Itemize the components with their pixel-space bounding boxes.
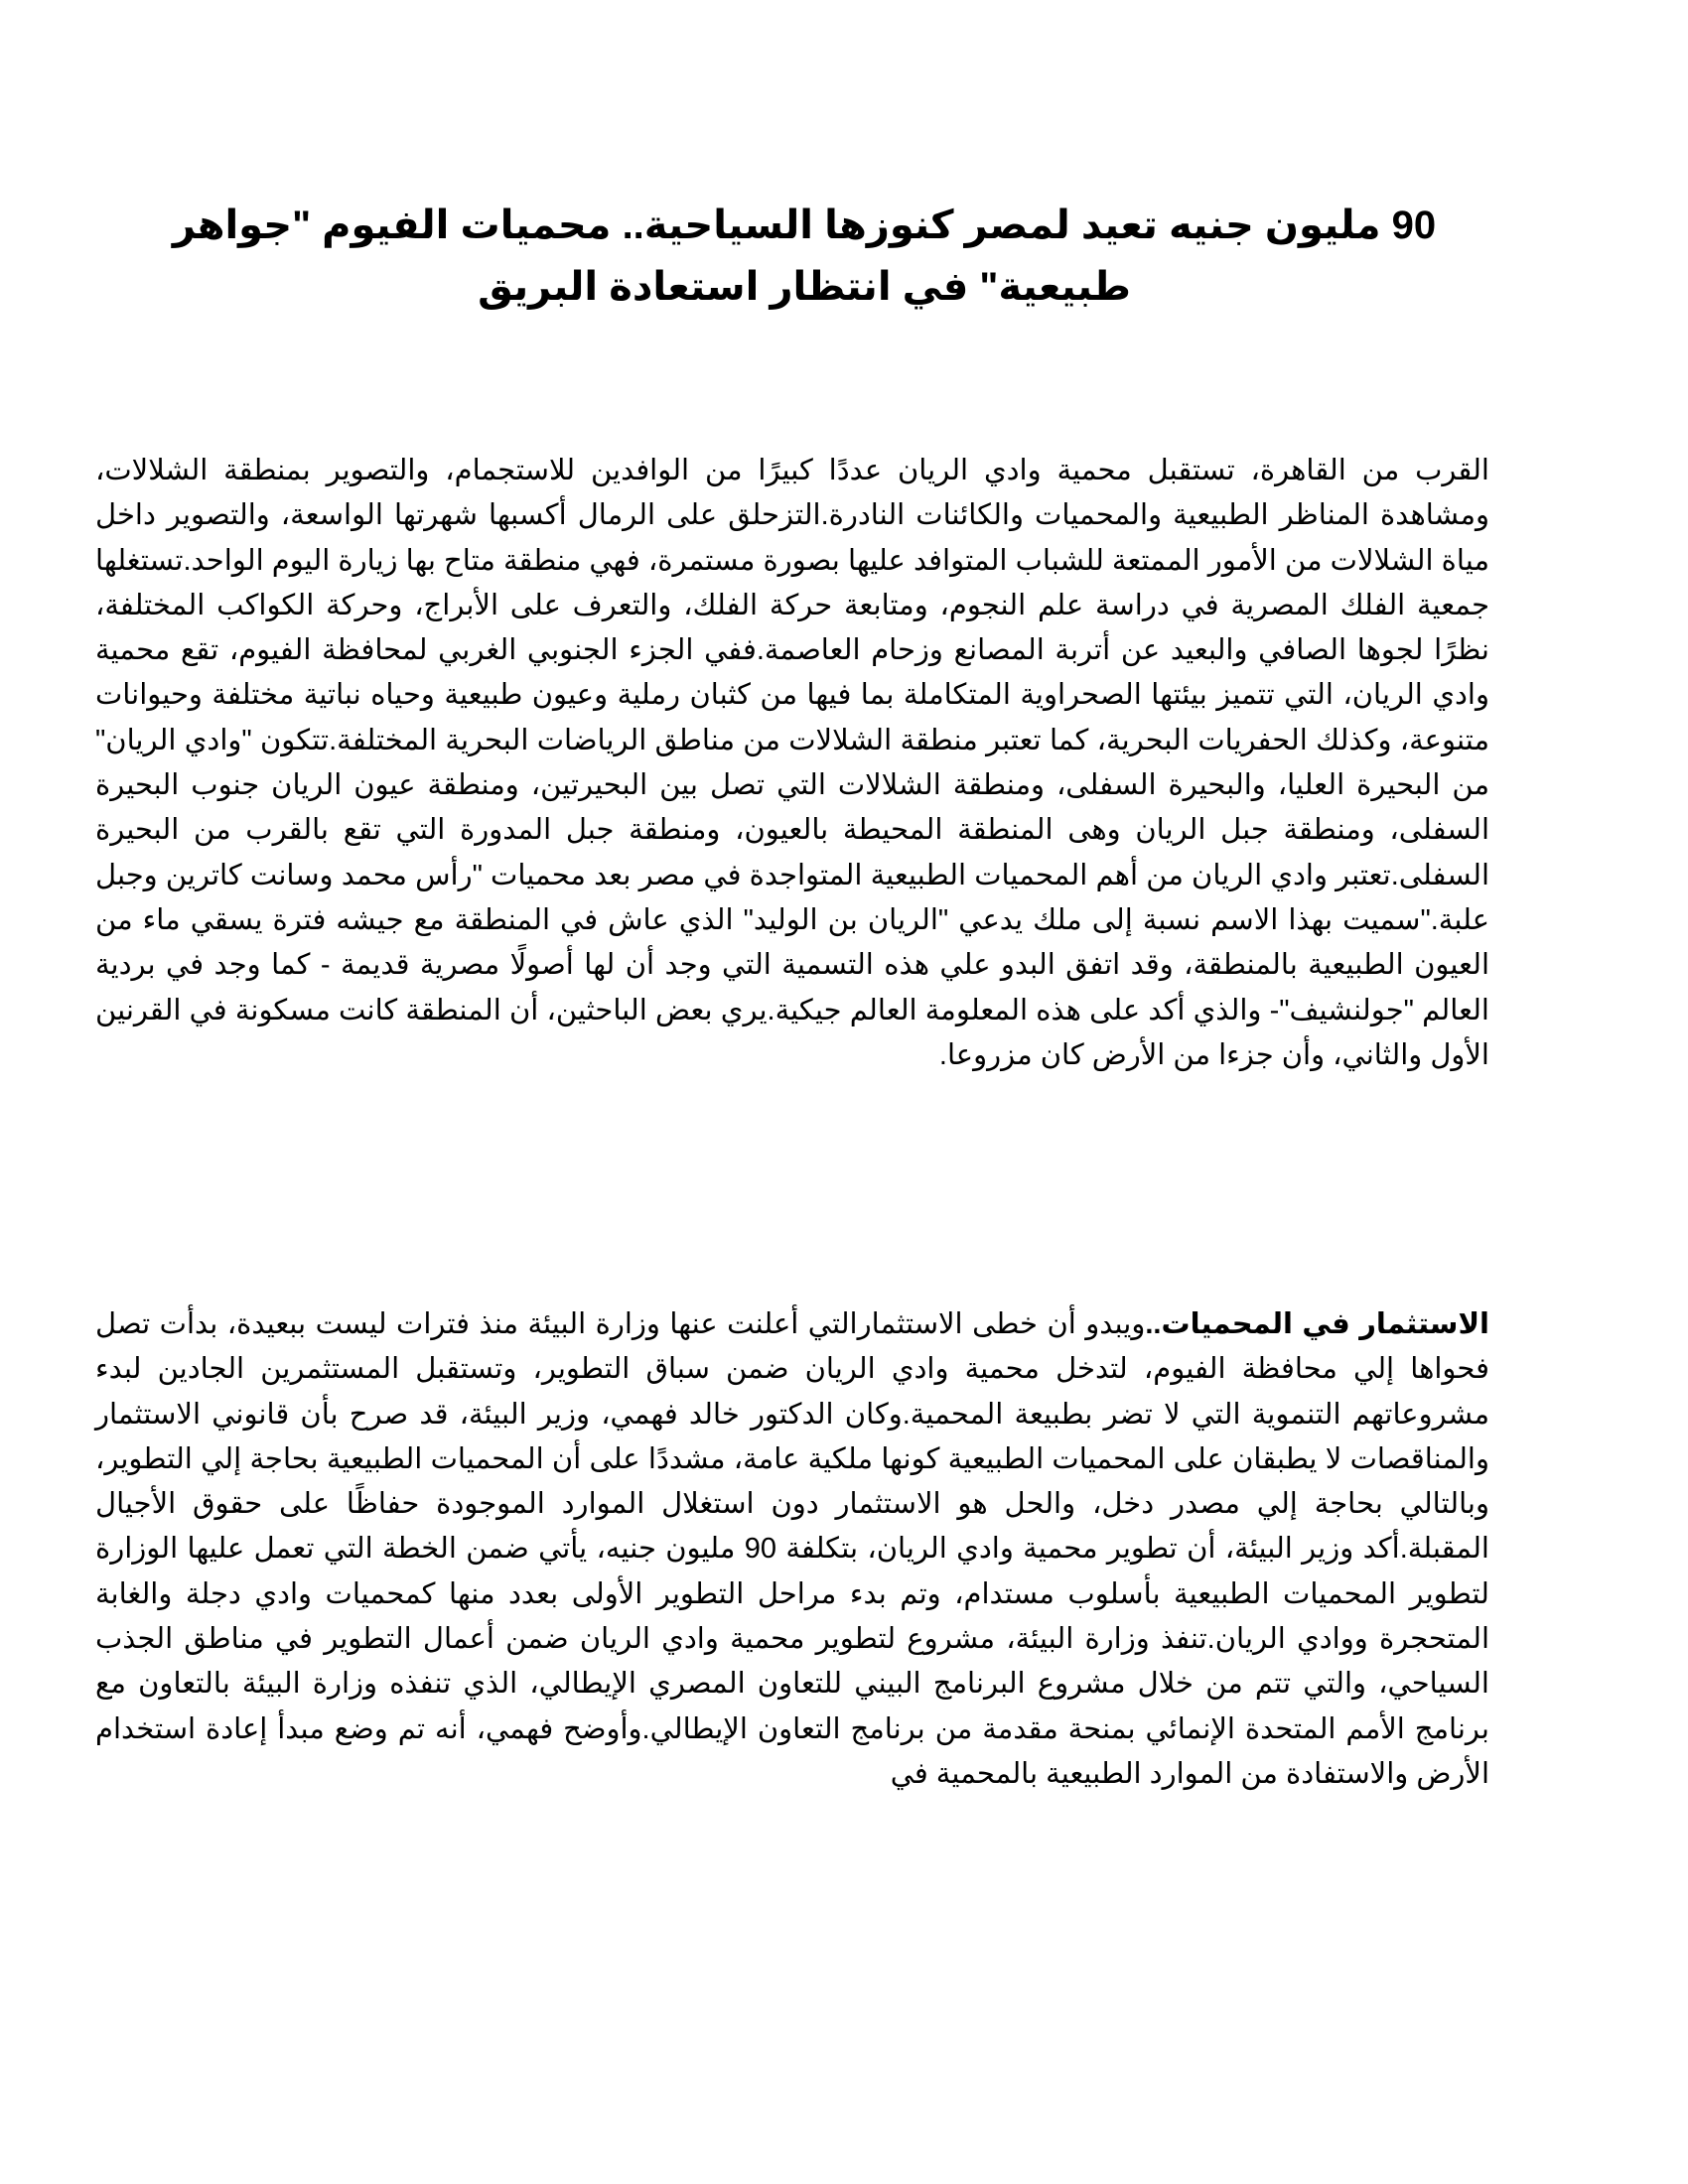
paragraph-text: ويبدو أن خطى الاستثمارالتي أعلنت عنها وزارة البيئة منذ فترات ليست ببعيدة، بدأت تصل فحواها إلي محافظة الفيوم، لتدخل محمية وادي الريان ضمن سباق التطوير، وتستقبل المستثمرين الجادين لبدء مشروعاتهم التنموية التي لا تضر بطبيعة المحمية.وكان الدكتور خالد فهمي، وزير البيئة، قد صرح بأن قانوني الاستثمار والمناقصات لا يطبقان على المحميات الطبيعية كونها ملكية عامة، مشددًا على أن المحميات الطبيعية بحاجة إلي التطوير، وبالتالي بحاجة إلي مصدر دخل، والحل هو الاستثمار دون استغلال الموارد الموجودة حفاظًا على حقوق الأجيال المقبلة.أكد وزير البيئة، أن تطوير محمية وادي الريان، بتكلفة 90 مليون جنيه، يأتي ضمن الخطة التي تعمل عليها الوزارة لتطوير المحميات الطبيعية بأسلوب مستدام، وتم بدء مراحل التطوير الأولى بعدد منها كمحميات وادي دجلة والغابة المتحجرة ووادي الريان.تنفذ وزارة البيئة، مشروع لتطوير محمية وادي الريان ضمن أعمال التطوير في مناطق الجذب السياحي، والتي تتم من خلال مشروع البرنامج البيني للتعاون المصري الإيطالي، الذي تنفذه وزارة البيئة بالتعاون مع برنامج الأمم المتحدة الإنمائي بمنحة مقدمة من برنامج التعاون الإيطالي.وأوضح فهمي، أنه تم وضع مبدأ إعادة استخدام الأرض والاستفادة من الموارد الطبيعية بالمحمية في bbox=[95, 1308, 1489, 1790]
paragraph-text: القرب من القاهرة، تستقبل محمية وادي الريان عددًا كبيرًا من الوافدين للاستجمام، والتصوير بمنطقة الشلالات، ومشاهدة المناظر الطبيعية والمحميات والكائنات النادرة.التزحلق على الرمال أكسبها شهرتها الواسعة، والتصوير داخل مياة الشلالات من الأمور الممتعة للشباب المتوافد عليها بصورة مستمرة، فهي منطقة متاح بها زيارة اليوم الواحد.تستغلها جمعية الفلك المصرية في دراسة علم النجوم، ومتابعة حركة الفلك، والتعرف على الأبراج، وحركة الكواكب المختلفة، نظرًا لجوها الصافي والبعيد عن أتربة المصانع وزحام العاصمة.ففي الجزء الجنوبي الغربي لمحافظة الفيوم، تقع محمية وادي الريان، التي تتميز بيئتها الصحراوية المتكاملة بما فيها من كثبان رملية وعيون طبيعية وحياه نباتية مختلفة وحيوانات متنوعة، وكذلك الحفريات البحرية، كما تعتبر منطقة الشلالات من مناطق الرياضات البحرية المختلفة.تتكون "وادي الريان" من البحيرة العليا، والبحيرة السفلى، ومنطقة الشلالات التي تصل بين البحيرتين، ومنطقة عيون الريان جنوب البحيرة السفلى، ومنطقة جبل الريان وهى المنطقة المحيطة بالعيون، ومنطقة جبل المدورة التي تقع بالقرب من البحيرة السفلى.تعتبر وادي الريان من أهم المحميات الطبيعية المتواجدة في مصر بعد محميات "رأس محمد وسانت كاترين وجبل علبة."سميت بهذا الاسم نسبة إلى ملك يدعي "الريان بن الوليد" الذي عاش في المنطقة مع جيشه فترة يسقي ماء من العيون الطبيعية بالمنطقة، وقد اتفق البدو علي هذه التسمية التي وجد أن لها أصولًا مصرية قديمة - كما وجد في بردية العالم "جولنشيف"- والذي أكد على هذه المعلومة العالم جيكية.يري بعض الباحثين، أن المنطقة كانت مسكونة في القرنين الأول والثاني، وأن جزءا من الأرض كان مزروعا. bbox=[95, 455, 1490, 1071]
article-paragraph bbox=[95, 1302, 1489, 1797]
article-title: 90 مليون جنيه تعيد لمصر كنوزها السياحية.. محميات الفيوم "جواهر طبيعية" في انتظار استعادة البريق bbox=[172, 204, 1437, 309]
paragraph-lead: الاستثمار في المحميات.. bbox=[1145, 1308, 1489, 1340]
article-paragraph bbox=[95, 449, 1489, 1078]
